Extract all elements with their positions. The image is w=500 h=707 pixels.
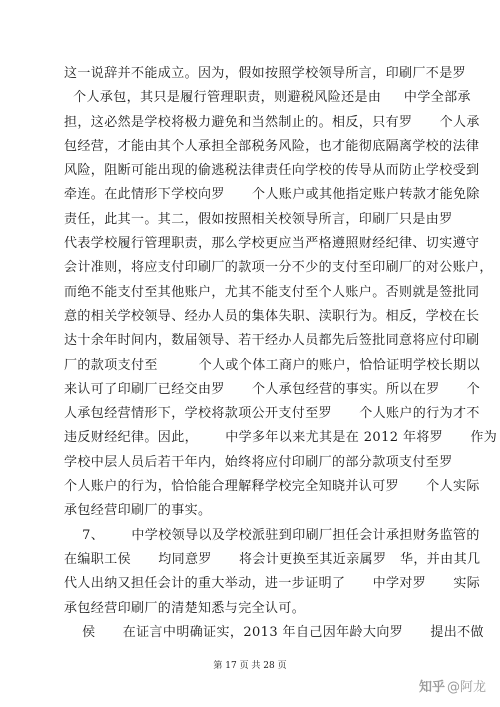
text-line: 承包经营印刷厂的清楚知悉与完全认可。 bbox=[64, 600, 306, 616]
text-line: 违反财经纪律。因此， 中学多年以来尤其是在 2012 年将罗 作为 bbox=[64, 430, 498, 446]
zhihu-watermark bbox=[419, 676, 486, 695]
text-line: 这一说辞并不能成立。因为，假如按照学校领导所言，印刷厂不是罗 bbox=[64, 66, 467, 81]
text-line: 担，这必然是学校将极力避免和当然制止的。相反，只有罗 个人承 bbox=[64, 114, 480, 130]
text-line: 7、 中学校领导以及学校派驻到印刷厂担任会计承担财务监管的 bbox=[64, 527, 480, 543]
text-line: 达十余年时间内，数届领导、若干经办人员都先后签批同意将应付印刷 bbox=[64, 333, 480, 349]
text-line: 个人承包，其只是履行管理职责，则避税风险还是由 中学全部承 bbox=[64, 90, 471, 106]
text-line: 风险，阻断可能出现的偷逃税法律责任向学校的传导从而防止学校受到 bbox=[64, 163, 480, 179]
watermark-brand: 知乎 bbox=[418, 680, 445, 695]
text-line: 代人出纳又担任会计的重大举动，进一步证明了 中学对罗 实际 bbox=[64, 576, 481, 592]
text-line: 个人账户的行为，恰恰能合理解释学校完全知晓并认可罗 个人实际 bbox=[64, 479, 480, 495]
document-body bbox=[64, 62, 498, 645]
text-line: 承包经营印刷厂的事实。 bbox=[64, 503, 212, 519]
text-line: 责任，此其一。其二，假如按照相关校领导所言，印刷厂只是由罗 bbox=[64, 211, 453, 227]
watermark-author: @阿龙 bbox=[446, 680, 486, 695]
text-line: 厂的款项支付至 个人或个体工商户的账户，恰恰证明学校长期以 bbox=[64, 357, 480, 373]
page-number-footer: 第 17 页 共 28 页 bbox=[213, 661, 287, 671]
text-line: 牵连。在此情形下学校向罗 个人账户或其他指定账户转款才能免除 bbox=[64, 187, 480, 203]
text-line: 意的相关学校领导、经办人员的集体失职、渎职行为。相反，学校在长 bbox=[64, 308, 480, 324]
text-line: 学校中层人员后若干年内，始终将应付印刷厂的部分款项支付至罗 bbox=[64, 454, 453, 470]
text-line: 在编职工侯 均同意罗 将会计更换至其近亲属罗 华，并由其几 bbox=[64, 551, 481, 567]
text-line: 代表学校履行管理职责，那么学校更应当严格遵照财经纪律、切实遵守 bbox=[64, 236, 480, 252]
text-line: 包经营，才能由其个人承担全部税务风险，也才能彻底隔离学校的法律 bbox=[64, 138, 480, 154]
text-line: 会计准则，将应支付印刷厂的款项一分不少的支付至印刷厂的对公账户， bbox=[64, 260, 493, 276]
text-line: 人承包经营情形下，学校将款项公开支付至罗 个人账户的行为才不 bbox=[64, 406, 480, 422]
text-line: 侯 在证言中明确证实，2013 年自己因年龄大向罗 提出不做 bbox=[64, 624, 484, 640]
text-line: 而绝不能支付至其他账户，尤其不能支付至个人账户。否则就是签批同 bbox=[64, 284, 480, 300]
text-line: 来认可了印刷厂已经交由罗 个人承包经营的事实。所以在罗 个 bbox=[64, 381, 481, 397]
